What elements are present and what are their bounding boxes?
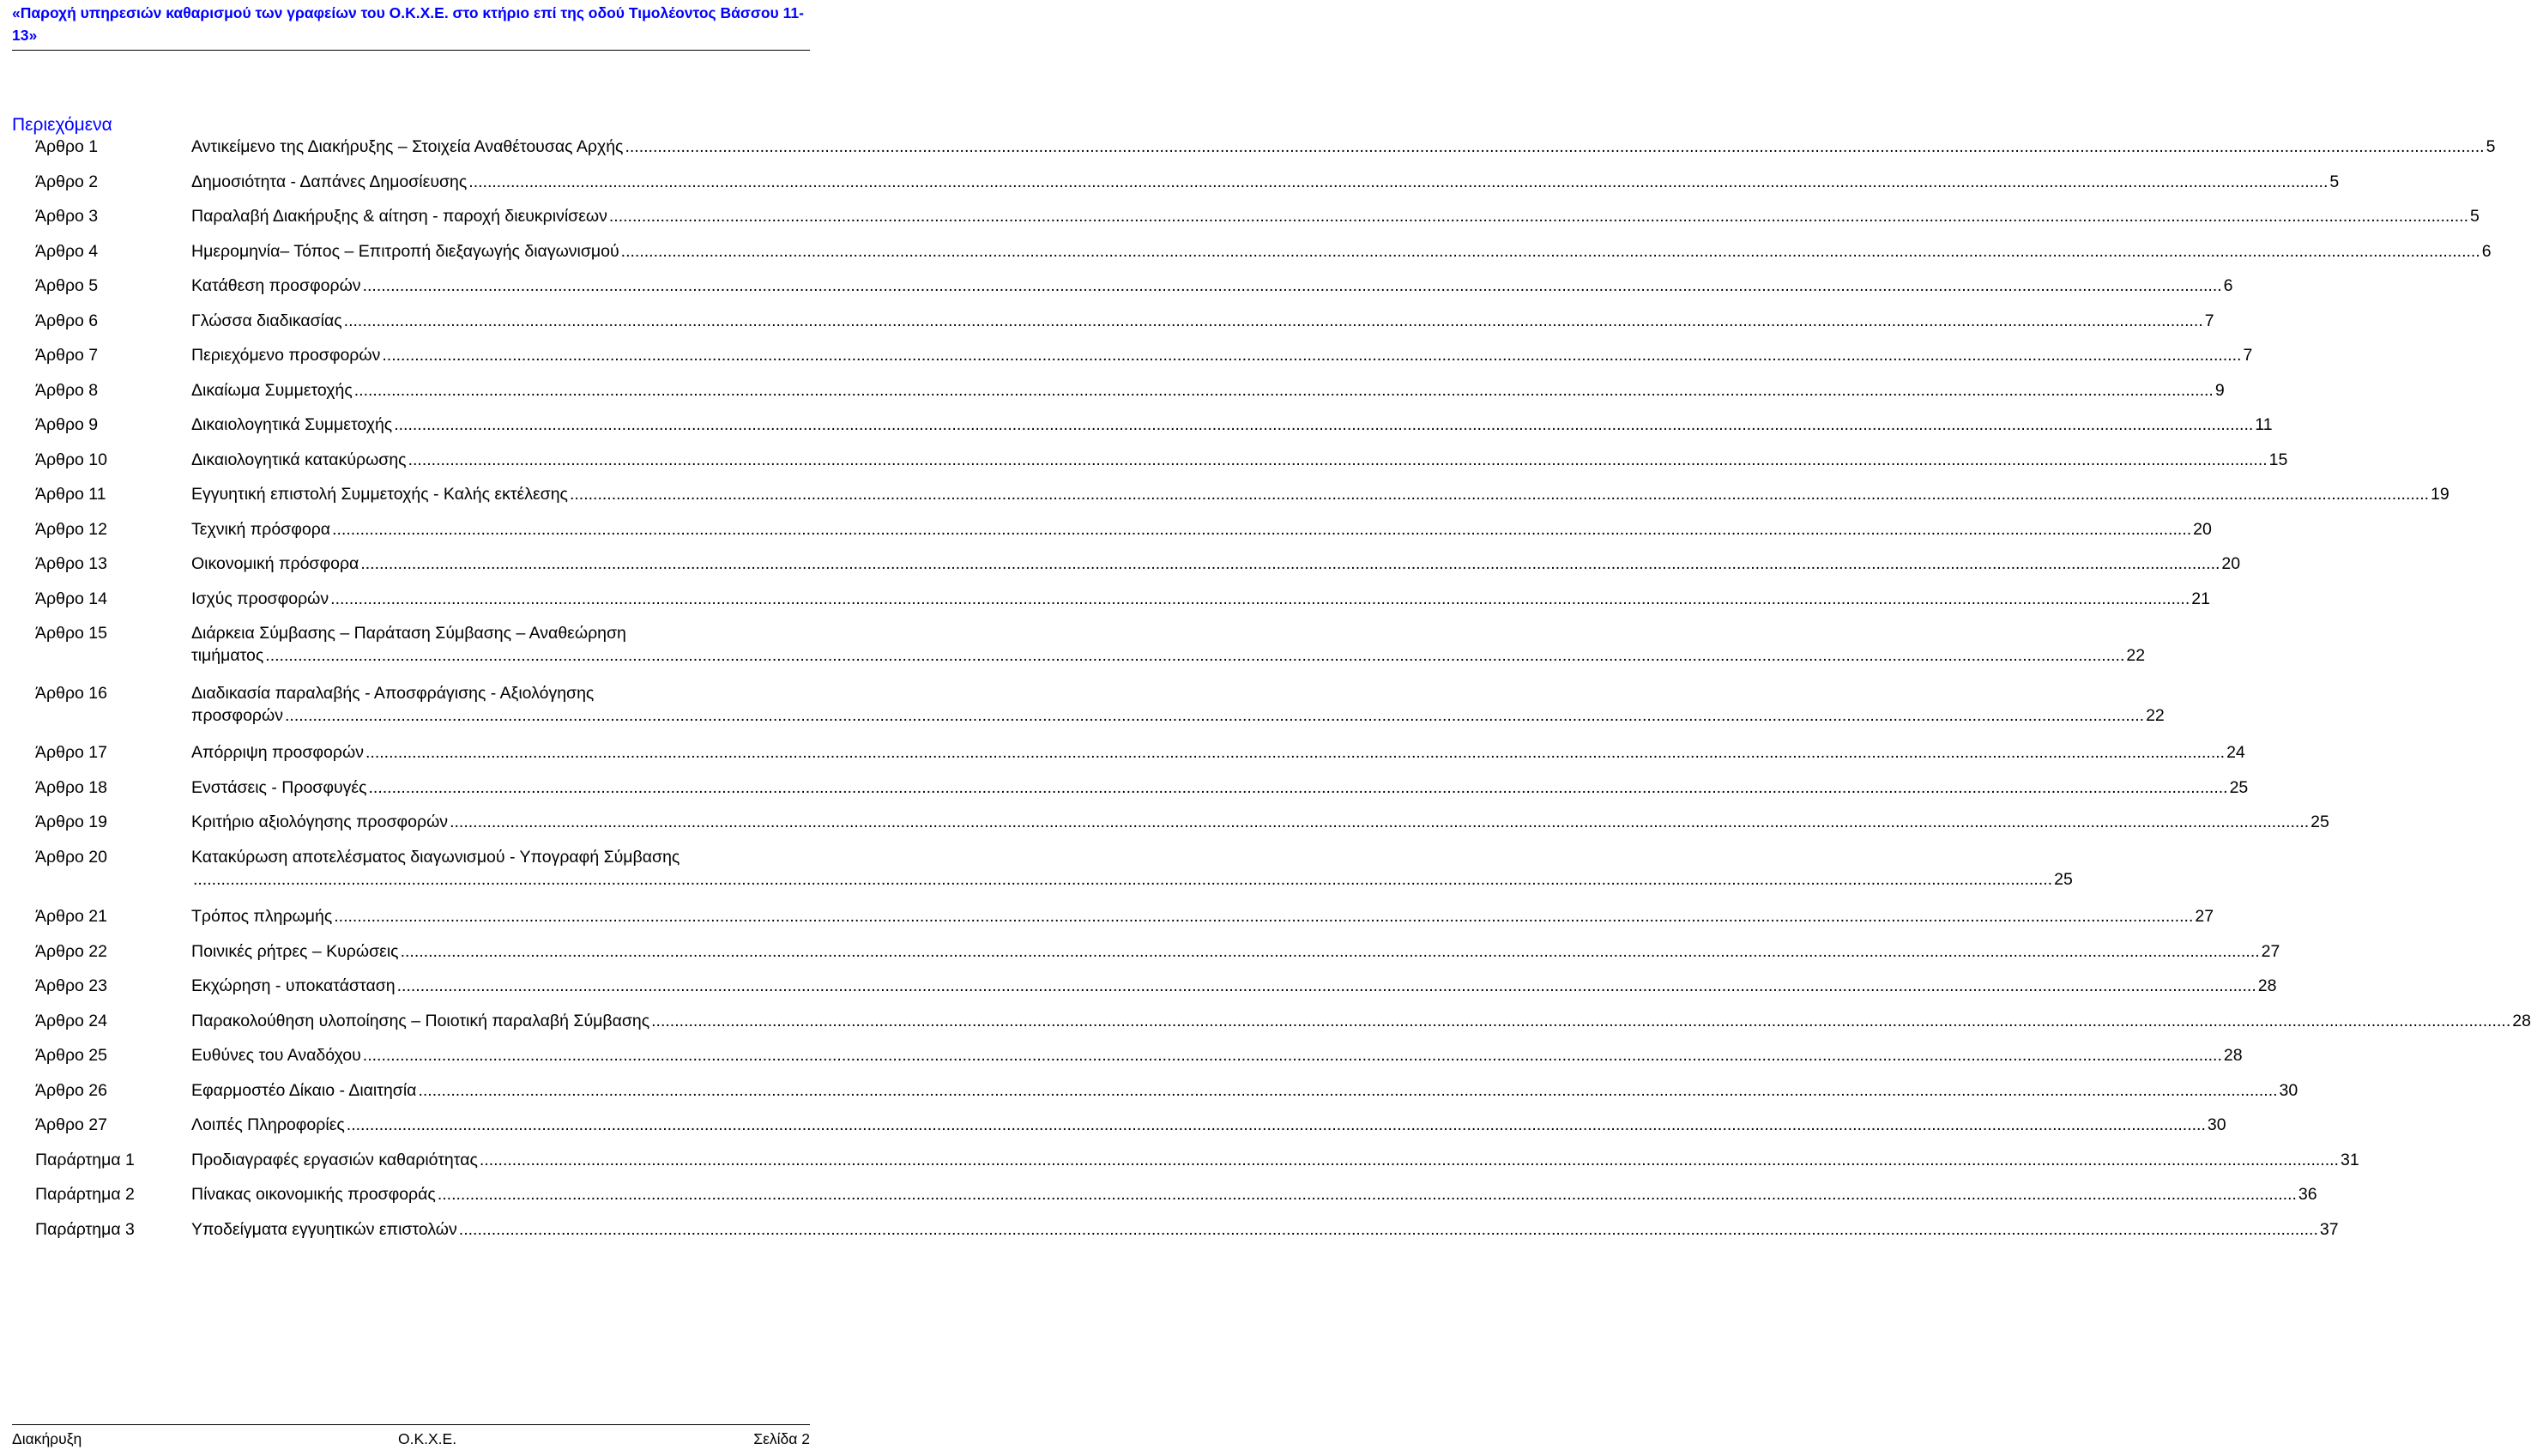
toc-entry-label: Άρθρο 16 bbox=[35, 683, 107, 703]
toc-entry-title bbox=[191, 483, 2449, 505]
toc-entry-label: Άρθρο 7 bbox=[35, 346, 99, 365]
toc-title: Περιεχόμενα bbox=[12, 115, 112, 135]
toc-dot-leader: ................................................................................................................................................................................................................................................................................................................................................................................................................ bbox=[360, 554, 2220, 573]
toc-entry-label: Άρθρο 21 bbox=[35, 907, 107, 926]
toc-entry-text: Εγγυητική επιστολή Συμμετοχής - Καλής εκτέλεσης bbox=[191, 485, 568, 504]
toc-page-number: 22 bbox=[2146, 705, 2165, 725]
toc-entry-label: Άρθρο 10 bbox=[35, 450, 107, 469]
toc-dot-leader: ................................................................................................................................................................................................................................................................................................................................................................................................................ bbox=[382, 346, 2242, 365]
toc-entry-text: Ευθύνες του Αναδόχου bbox=[191, 1046, 361, 1065]
toc-entry-title bbox=[191, 622, 2146, 667]
toc-dot-leader: ................................................................................................................................................................................................................................................................................................................................................................................................................ bbox=[651, 1011, 2511, 1030]
toc-dot-leader: ................................................................................................................................................................................................................................................................................................................................................................................................................ bbox=[334, 907, 2194, 926]
toc-entry-text: Δικαίωμα Συμμετοχής bbox=[191, 380, 353, 400]
toc-entry-text: Αντικείμενο της Διακήρυξης – Στοιχεία Αναθέτουσας Αρχής bbox=[191, 137, 624, 156]
toc-entry-text: Δικαιολογητικά κατακύρωσης bbox=[191, 450, 407, 469]
toc-entry-title bbox=[191, 975, 2277, 997]
toc-dot-leader: ................................................................................................................................................................................................................................................................................................................................................................................................................ bbox=[353, 380, 2214, 400]
toc-dot-leader: ................................................................................................................................................................................................................................................................................................................................................................................................................ bbox=[362, 276, 2222, 295]
toc-entry-text: Κατακύρωση αποτελέσματος διαγωνισμού - Υπογραφή Σύμβασης bbox=[191, 847, 680, 867]
toc-entry-label: Άρθρο 4 bbox=[35, 241, 99, 261]
toc-entry-label: Άρθρο 1 bbox=[35, 137, 99, 156]
toc-entry-label: Άρθρο 2 bbox=[35, 172, 99, 191]
toc-dot-leader: ................................................................................................................................................................................................................................................................................................................................................................................................................ bbox=[468, 172, 2329, 191]
toc-entry-text: Πίνακας οικονομικής προσφοράς bbox=[191, 1185, 436, 1204]
toc-entry-label: Άρθρο 9 bbox=[35, 415, 99, 434]
toc-page-number: 5 bbox=[2329, 172, 2340, 191]
toc-entry-title bbox=[191, 310, 2214, 332]
toc-page-number: 30 bbox=[2207, 1115, 2226, 1134]
page-footer bbox=[12, 1424, 810, 1449]
toc-entry-label: Άρθρο 12 bbox=[35, 519, 107, 539]
footer-page-number: Σελίδα 2 bbox=[753, 1430, 810, 1447]
page-header bbox=[12, 2, 810, 51]
toc-entry-text: Ημερομηνία– Τόπος – Επιτροπή διεξαγωγής διαγωνισμού bbox=[191, 241, 619, 261]
toc-entry-title bbox=[191, 414, 2273, 436]
toc-entry-title bbox=[191, 1044, 2243, 1066]
toc-entry-title bbox=[191, 588, 2210, 610]
toc-page-number: 27 bbox=[2195, 907, 2214, 926]
toc-entry-text: Τεχνική πρόσφορα bbox=[191, 519, 331, 539]
toc-entry-label: Παράρτημα 3 bbox=[35, 1219, 135, 1239]
toc-entry-text: Εκχώρηση - υποκατάσταση bbox=[191, 976, 396, 995]
toc-entry-title bbox=[191, 1149, 2359, 1171]
toc-dot-leader: ................................................................................................................................................................................................................................................................................................................................................................................................................ bbox=[569, 485, 2430, 504]
toc-entry-title bbox=[191, 136, 2496, 158]
toc-page-number: 27 bbox=[2261, 941, 2280, 961]
footer-left: Διακήρυξη bbox=[12, 1430, 82, 1447]
toc-page-number: 25 bbox=[2054, 869, 2073, 889]
toc-page-number: 25 bbox=[2311, 813, 2329, 831]
toc-entry-title bbox=[191, 1114, 2226, 1136]
toc-entry-label: Άρθρο 19 bbox=[35, 813, 107, 831]
toc-entry-title bbox=[191, 1079, 2298, 1102]
toc-dot-leader: ................................................................................................................................................................................................................................................................................................................................................................................................................ bbox=[408, 450, 2268, 469]
toc-entry-label: Άρθρο 20 bbox=[35, 847, 107, 867]
toc-dot-leader: ................................................................................................................................................................................................................................................................................................................................................................................................................ bbox=[625, 137, 2485, 156]
toc-page-number: 36 bbox=[2298, 1185, 2317, 1204]
toc-page-number: 11 bbox=[2255, 415, 2273, 434]
toc-entry-text: Οικονομική πρόσφορα bbox=[191, 554, 359, 573]
toc-entry-text: Δικαιολογητικά Συμμετοχής bbox=[191, 415, 393, 434]
toc-entry-title bbox=[191, 518, 2212, 541]
toc-entry-label: Άρθρο 18 bbox=[35, 777, 107, 797]
toc-entry-title bbox=[191, 905, 2214, 927]
toc-dot-leader: ................................................................................................................................................................................................................................................................................................................................................................................................................ bbox=[365, 743, 2226, 762]
toc-entry-title bbox=[191, 940, 2280, 963]
toc-dot-leader: ................................................................................................................................................................................................................................................................................................................................................................................................................ bbox=[418, 1080, 2278, 1100]
footer-center: Ο.Κ.Χ.Ε. bbox=[398, 1430, 457, 1447]
toc-entry-label: Άρθρο 11 bbox=[35, 485, 106, 504]
toc-entry-title bbox=[191, 171, 2340, 193]
toc-entry-label: Άρθρο 6 bbox=[35, 311, 99, 330]
toc-entry-title bbox=[191, 776, 2249, 799]
toc-entry-text: Κατάθεση προσφορών bbox=[191, 276, 361, 295]
toc-entry-title bbox=[191, 553, 2241, 575]
toc-entry-title bbox=[191, 1010, 2531, 1032]
toc-entry-text: Δημοσιότητα - Δαπάνες Δημοσίευσης bbox=[191, 172, 468, 191]
toc-dot-leader: ................................................................................................................................................................................................................................................................................................................................................................................................................ bbox=[394, 415, 2254, 434]
toc-entry-label: Άρθρο 26 bbox=[35, 1080, 107, 1100]
toc-dot-leader: ................................................................................................................................................................................................................................................................................................................................................................................................................ bbox=[396, 976, 2256, 995]
toc-dot-leader: ................................................................................................................................................................................................................................................................................................................................................................................................................ bbox=[437, 1185, 2297, 1204]
toc-entry-title bbox=[191, 379, 2225, 402]
toc-entry-title bbox=[191, 1183, 2317, 1205]
toc-entry-text: Διάρκεια Σύμβασης – Παράταση Σύμβασης – Αναθεώρηση bbox=[191, 624, 626, 643]
toc-entry-label: Άρθρο 27 bbox=[35, 1115, 107, 1134]
toc-entry-label: Παράρτημα 1 bbox=[35, 1150, 135, 1169]
toc-dot-leader: ................................................................................................................................................................................................................................................................................................................................................................................................................ bbox=[284, 705, 2145, 725]
header-title: «Παροχή υπηρεσιών καθαρισμού των γραφείων του Ο.Κ.Χ.Ε. στο κτήριο επί της οδού Τιμολέοντος Βάσσου 11-13» bbox=[12, 4, 804, 44]
toc-page-number: 28 bbox=[2512, 1011, 2531, 1030]
toc-entry-label: Άρθρο 23 bbox=[35, 976, 107, 995]
toc-page-number: 7 bbox=[2243, 346, 2253, 365]
toc-entry-text: προσφορών bbox=[191, 705, 283, 725]
toc-entry-text: Διαδικασία παραλαβής - Αποσφράγισης - Αξιολόγησης bbox=[191, 683, 595, 703]
toc-entry-text: τιμήματος bbox=[191, 646, 264, 665]
toc-entry-text: Κριτήριο αξιολόγησης προσφορών bbox=[191, 813, 449, 831]
toc-page-number: 6 bbox=[2481, 241, 2492, 261]
toc-entry-label: Άρθρο 24 bbox=[35, 1011, 107, 1030]
toc-entry-text: Προδιαγραφές εργασιών καθαριότητας bbox=[191, 1150, 478, 1169]
toc-entry-label: Άρθρο 13 bbox=[35, 554, 107, 573]
toc-entry-text: Παρακολούθηση υλοποίησης – Ποιοτική παραλαβή Σύμβασης bbox=[191, 1011, 650, 1030]
toc-page-number: 31 bbox=[2340, 1150, 2359, 1169]
toc-entry-title bbox=[191, 846, 2073, 891]
toc-page-number: 9 bbox=[2214, 380, 2225, 400]
toc-entry-title bbox=[191, 344, 2253, 366]
toc-page-number: 21 bbox=[2191, 589, 2210, 608]
toc-page-number: 19 bbox=[2431, 485, 2449, 504]
toc-page-number: 25 bbox=[2229, 777, 2249, 797]
toc-entry-label: Άρθρο 22 bbox=[35, 941, 107, 961]
toc-entry-text: Ενστάσεις - Προσφυγές bbox=[191, 777, 367, 797]
toc-dot-leader: ................................................................................................................................................................................................................................................................................................................................................................................................................ bbox=[608, 207, 2468, 226]
toc-dot-leader: ................................................................................................................................................................................................................................................................................................................................................................................................................ bbox=[332, 519, 2192, 539]
toc-dot-leader: ................................................................................................................................................................................................................................................................................................................................................................................................................ bbox=[450, 813, 2310, 831]
toc-entry-label: Άρθρο 14 bbox=[35, 589, 107, 608]
toc-dot-leader: ................................................................................................................................................................................................................................................................................................................................................................................................................ bbox=[265, 646, 2125, 665]
toc-page-number: 37 bbox=[2319, 1219, 2339, 1239]
toc-entry-text: Γλώσσα διαδικασίας bbox=[191, 311, 342, 330]
toc-entry-label: Άρθρο 25 bbox=[35, 1046, 107, 1065]
toc-page-number: 28 bbox=[2257, 976, 2277, 995]
toc-entry-title bbox=[191, 1218, 2339, 1241]
toc-page-number: 5 bbox=[2486, 137, 2496, 156]
toc-dot-leader: ................................................................................................................................................................................................................................................................................................................................................................................................................ bbox=[362, 1046, 2222, 1065]
toc-entry-title bbox=[191, 811, 2329, 833]
toc-entry-text: Ισχύς προσφορών bbox=[191, 589, 329, 608]
toc-page-number: 5 bbox=[2469, 207, 2480, 226]
toc-dot-leader: ................................................................................................................................................................................................................................................................................................................................................................................................................ bbox=[400, 941, 2260, 961]
toc-dot-leader: ................................................................................................................................................................................................................................................................................................................................................................................................................ bbox=[368, 777, 2228, 797]
toc-entry-label: Άρθρο 15 bbox=[35, 624, 107, 643]
toc-page-number: 7 bbox=[2204, 311, 2214, 330]
toc-dot-leader: ................................................................................................................................................................................................................................................................................................................................................................................................................ bbox=[620, 241, 2480, 261]
toc-entry-text: Τρόπος πληρωμής bbox=[191, 907, 333, 926]
toc-entry-title bbox=[191, 682, 2165, 727]
toc-entry-text: Περιεχόμενο προσφορών bbox=[191, 346, 381, 365]
toc-dot-leader: ................................................................................................................................................................................................................................................................................................................................................................................................................ bbox=[330, 589, 2190, 608]
toc-dot-leader: ................................................................................................................................................................................................................................................................................................................................................................................................................ bbox=[346, 1115, 2206, 1134]
toc-page-number: 6 bbox=[2223, 276, 2233, 295]
toc-entry-label: Άρθρο 17 bbox=[35, 743, 107, 762]
toc-page-number: 28 bbox=[2223, 1046, 2243, 1065]
toc-entry-text: Εφαρμοστέο Δίκαιο - Διαιτησία bbox=[191, 1080, 417, 1100]
toc-page-number: 20 bbox=[2193, 519, 2212, 539]
toc-entry-text: Απόρριψη προσφορών bbox=[191, 743, 364, 762]
toc-page-number: 24 bbox=[2226, 743, 2245, 762]
toc-page-number: 15 bbox=[2268, 450, 2288, 469]
toc-dot-leader: ................................................................................................................................................................................................................................................................................................................................................................................................................ bbox=[193, 869, 2053, 889]
toc-entry-label: Άρθρο 8 bbox=[35, 380, 99, 400]
toc-entry-text: Παραλαβή Διακήρυξης & αίτηση - παροχή διευκρινίσεων bbox=[191, 207, 607, 226]
toc-entry-title bbox=[191, 449, 2288, 471]
toc-entry-text: Ποινικές ρήτρες – Κυρώσεις bbox=[191, 941, 399, 961]
toc-entry-text: Υποδείγματα εγγυητικών επιστολών bbox=[191, 1219, 457, 1239]
toc-entry-title bbox=[191, 240, 2492, 263]
toc-page-number: 30 bbox=[2279, 1080, 2298, 1100]
toc-entry-label: Άρθρο 5 bbox=[35, 276, 99, 295]
toc-entry-text: Λοιπές Πληροφορίες bbox=[191, 1115, 345, 1134]
toc-page-number: 22 bbox=[2126, 646, 2146, 665]
toc-dot-leader: ................................................................................................................................................................................................................................................................................................................................................................................................................ bbox=[458, 1219, 2318, 1239]
toc-page-number: 20 bbox=[2221, 554, 2241, 573]
toc-entry-label: Παράρτημα 2 bbox=[35, 1185, 135, 1204]
toc-entry-title bbox=[191, 275, 2233, 297]
toc-entry-label: Άρθρο 3 bbox=[35, 207, 99, 226]
toc-entry-title bbox=[191, 205, 2480, 227]
toc-entry-title bbox=[191, 741, 2245, 764]
toc-dot-leader: ................................................................................................................................................................................................................................................................................................................................................................................................................ bbox=[343, 311, 2203, 330]
toc-dot-leader: ................................................................................................................................................................................................................................................................................................................................................................................................................ bbox=[479, 1150, 2339, 1169]
